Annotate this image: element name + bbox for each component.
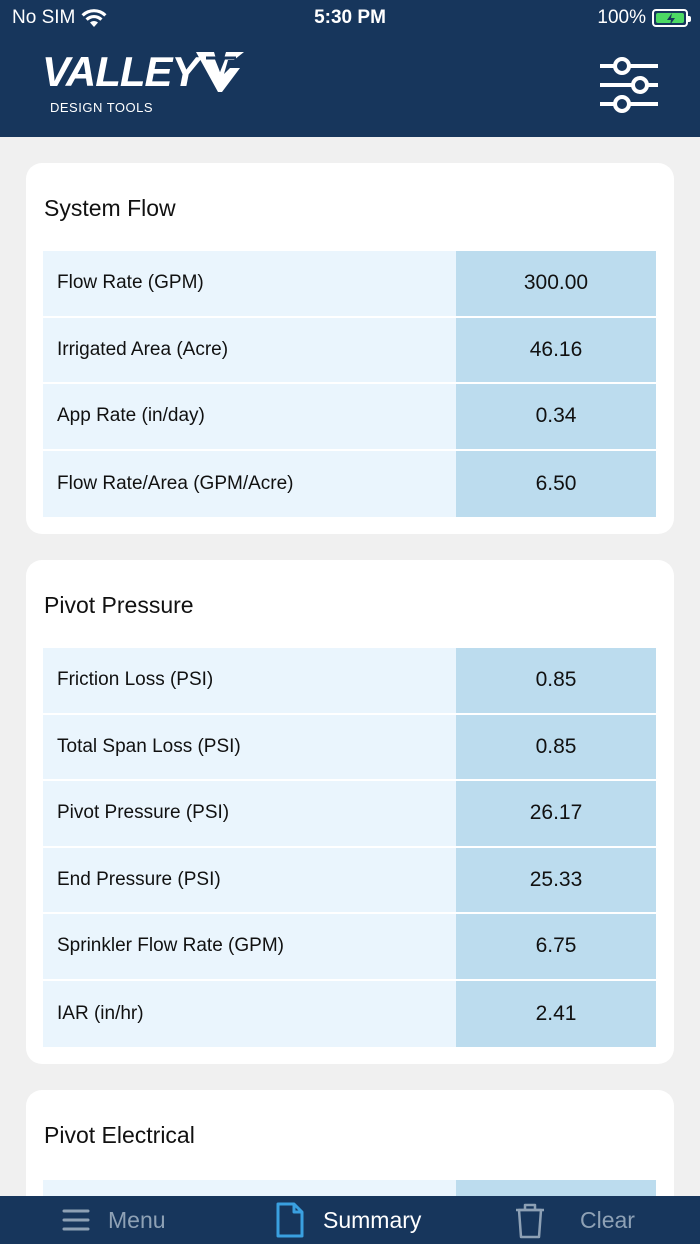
table-row: [43, 648, 656, 715]
document-icon: [275, 1202, 305, 1238]
system-flow-table: [43, 251, 656, 517]
row-value: 2.41: [456, 981, 656, 1048]
battery-icon: [652, 9, 688, 27]
table-row: [43, 914, 656, 981]
table-row: [43, 451, 656, 518]
row-label: Sprinkler Flow Rate (GPM): [43, 914, 456, 979]
carrier-label: No SIM: [12, 7, 76, 28]
pivot-pressure-table: [43, 648, 656, 1047]
row-label: App Rate (in/day): [43, 384, 456, 449]
row-value: 26.17: [456, 781, 656, 846]
table-row: [43, 981, 656, 1048]
tab-menu[interactable]: [62, 1196, 166, 1244]
tab-label: Summary: [323, 1206, 422, 1233]
table-row: [43, 848, 656, 915]
row-value: 46.16: [456, 318, 656, 383]
tab-clear[interactable]: [514, 1196, 635, 1244]
status-right: [597, 7, 688, 29]
table-row: [43, 251, 656, 318]
tab-label: Menu: [108, 1206, 166, 1233]
row-label: [43, 1180, 456, 1196]
trash-icon: [514, 1201, 546, 1239]
tab-label: Clear: [580, 1206, 635, 1233]
row-value: [456, 1180, 656, 1196]
bottom-tab-bar: [0, 1196, 700, 1244]
table-row: [43, 1180, 656, 1196]
hamburger-icon: [62, 1207, 90, 1233]
row-value: 6.75: [456, 914, 656, 979]
logo-wordmark: VALLEY: [42, 48, 199, 95]
app-header: [0, 0, 700, 137]
row-label: Pivot Pressure (PSI): [43, 781, 456, 846]
row-label: Flow Rate/Area (GPM/Acre): [43, 451, 456, 518]
section-title: Pivot Pressure: [44, 592, 194, 618]
sliders-icon: [598, 56, 660, 114]
section-title: System Flow: [44, 195, 176, 221]
row-value: 0.85: [456, 648, 656, 713]
battery-percent: 100%: [597, 7, 646, 28]
row-label: Friction Loss (PSI): [43, 648, 456, 713]
row-value: 300.00: [456, 251, 656, 316]
row-label: Total Span Loss (PSI): [43, 715, 456, 780]
table-row: [43, 318, 656, 385]
valley-logo: [42, 48, 199, 115]
row-label: Irrigated Area (Acre): [43, 318, 456, 383]
row-label: Flow Rate (GPM): [43, 251, 456, 316]
settings-button[interactable]: [598, 56, 660, 114]
logo-subtitle: DESIGN TOOLS: [50, 100, 154, 115]
table-row: [43, 715, 656, 782]
system-flow-card: [26, 163, 674, 534]
pivot-electrical-card: [26, 1090, 674, 1196]
pivot-electrical-table: [43, 1180, 656, 1196]
row-label: IAR (in/hr): [43, 981, 456, 1048]
section-title: Pivot Electrical: [44, 1122, 195, 1148]
status-time: 5:30 PM: [314, 7, 386, 28]
row-label: End Pressure (PSI): [43, 848, 456, 913]
table-row: [43, 384, 656, 451]
summary-content[interactable]: [0, 137, 700, 1196]
row-value: 6.50: [456, 451, 656, 518]
row-value: 0.34: [456, 384, 656, 449]
row-value: 0.85: [456, 715, 656, 780]
row-value: 25.33: [456, 848, 656, 913]
pivot-pressure-card: [26, 560, 674, 1064]
table-row: [43, 781, 656, 848]
tab-summary[interactable]: [275, 1196, 421, 1244]
status-bar: [0, 0, 700, 36]
valley-v-logo-icon: [194, 50, 246, 94]
